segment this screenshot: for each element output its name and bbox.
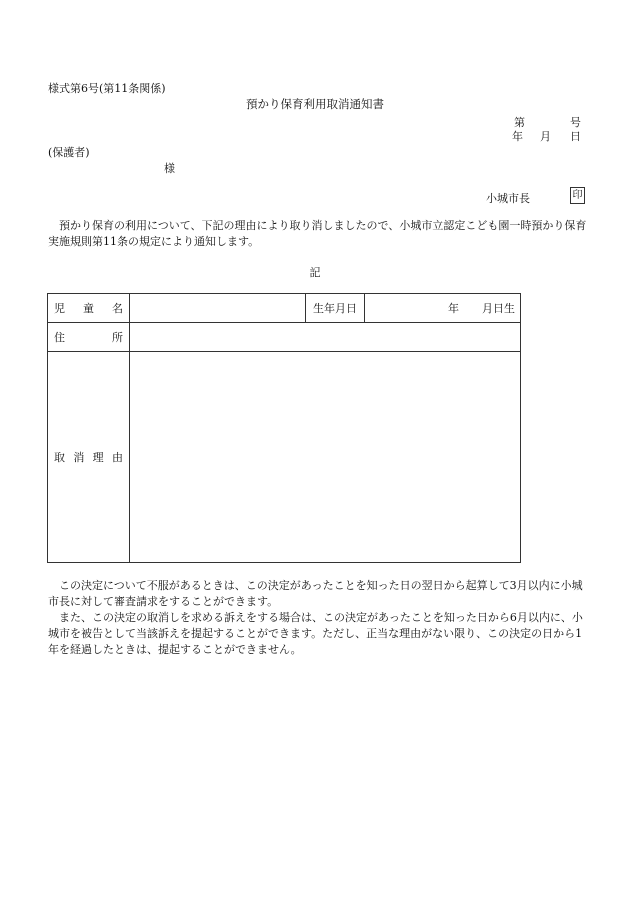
issuer-name: 小城市長 — [486, 192, 530, 205]
guardian-label: (保護者) — [48, 146, 90, 159]
lawsuit-notice: また、この決定の取消しを求める訴えをする場合は、この決定があったことを知った日から6月以内に、小城市を被告として当該訴えを提起することができます。ただし、正当な理由がない限り、この決定の日から1年を経過したときは、提起することができません。 — [48, 611, 583, 656]
child-name-field[interactable] — [130, 294, 306, 323]
address-field[interactable] — [130, 323, 521, 352]
document-title: 預かり保育利用取消通知書 — [246, 97, 384, 111]
intro-paragraph: 預かり保育の利用について、下記の理由により取り消しましたので、小城市立認定こども園一時預かり保育実施規則第11条の規定により通知します。 — [48, 219, 587, 248]
reason-field[interactable] — [130, 352, 521, 563]
ki-heading: 記 — [309, 266, 321, 279]
address-label: 住所 — [48, 323, 130, 352]
record-table — [47, 293, 521, 563]
dob-label: 生年月日 — [306, 294, 365, 323]
table-row — [48, 352, 521, 563]
issue-date — [512, 128, 581, 144]
dob-year: 年 — [448, 302, 459, 315]
date-day: 日 — [570, 130, 581, 143]
table-row — [48, 323, 521, 352]
child-name-label: 児童名 — [48, 294, 130, 323]
seal-mark: 印 — [570, 187, 585, 204]
number-prefix: 第 — [514, 116, 525, 129]
date-month: 月 — [540, 130, 551, 143]
number-suffix: 号 — [570, 116, 581, 129]
dob-day: 日生 — [493, 302, 515, 315]
honorific: 様 — [164, 162, 175, 175]
table-row — [48, 294, 521, 323]
dob-month: 月 — [482, 302, 493, 315]
appeal-notice: この決定について不服があるときは、この決定があったことを知った日の翌日から起算して3月以内に小城市長に対して審査請求をすることができます。 — [48, 579, 583, 608]
dob-field[interactable] — [365, 294, 521, 323]
reason-label: 取消理由 — [48, 352, 130, 563]
form-number: 様式第6号(第11条関係) — [48, 82, 166, 95]
date-year: 年 — [512, 130, 523, 143]
